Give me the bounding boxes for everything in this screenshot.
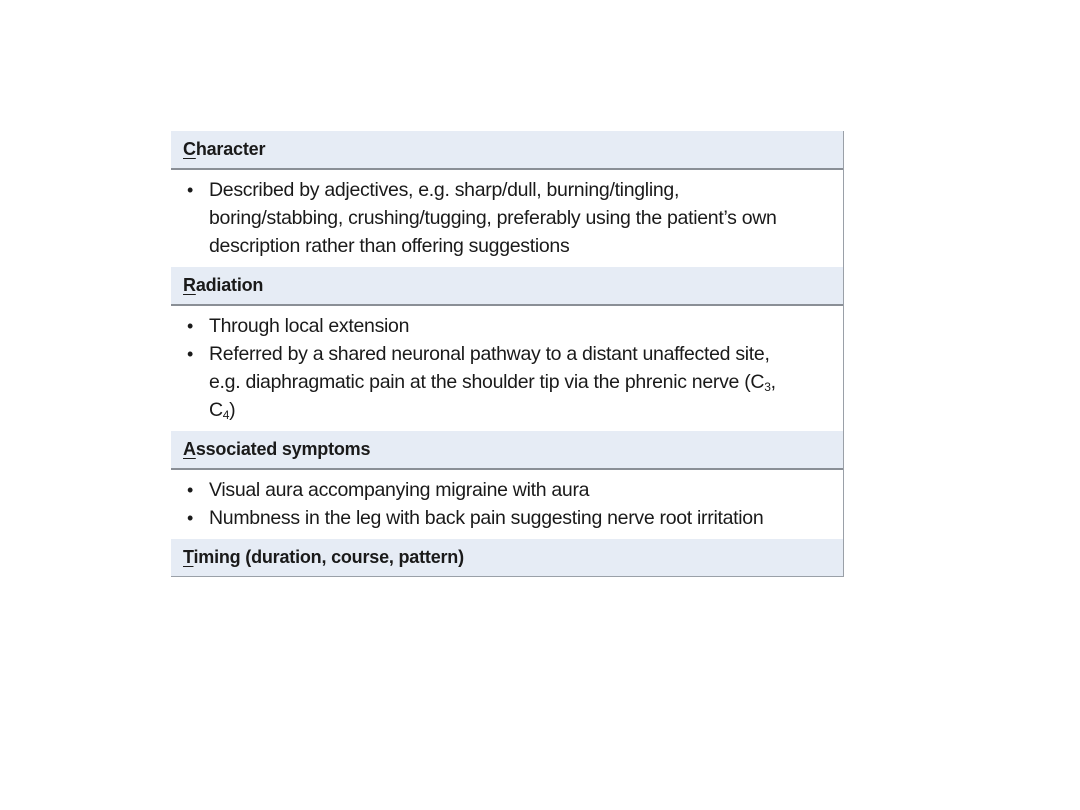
- bullet-list: [187, 476, 803, 532]
- section-heading-associated-symptoms: [171, 431, 843, 470]
- list-item-text: Numbness in the leg with back pain suggesting nerve root irritation: [209, 507, 764, 529]
- list-item: [187, 476, 803, 504]
- heading-initial: T: [183, 547, 194, 567]
- heading-rest: iming (duration, course, pattern): [193, 547, 464, 567]
- list-item-text: Referred by a shared neuronal pathway to a distant unaffected site, e.g. diaphragmatic pain at the shoulder tip via the phrenic nerve (: [209, 343, 770, 393]
- section-body-radiation: [171, 306, 843, 431]
- bullet-icon: •: [187, 480, 194, 500]
- bullet-icon: •: [187, 344, 194, 364]
- nerve-c4-subscript: 4: [222, 408, 230, 422]
- list-item: [187, 504, 803, 532]
- heading-rest: haracter: [195, 139, 266, 159]
- nerve-c3: C: [750, 371, 765, 393]
- list-item-text: Through local extension: [209, 315, 410, 337]
- bullet-icon: •: [187, 508, 194, 528]
- section-heading-radiation: [171, 267, 843, 306]
- section-body-associated-symptoms: [171, 470, 843, 539]
- section-heading-timing: [171, 539, 843, 576]
- nerve-separator: ,: [770, 371, 776, 393]
- symptom-table: [171, 131, 844, 577]
- list-item-text: Visual aura accompanying migraine with aura: [209, 479, 590, 501]
- bullet-icon: •: [187, 180, 194, 200]
- list-item: [187, 312, 803, 340]
- bullet-list: [187, 176, 803, 260]
- heading-initial: C: [183, 139, 196, 159]
- nerve-close: ): [229, 399, 236, 421]
- section-body-character: [171, 170, 843, 267]
- nerve-c3-subscript: 3: [764, 380, 771, 394]
- bullet-list: [187, 312, 803, 424]
- nerve-c4: C: [209, 399, 223, 421]
- heading-initial: R: [183, 275, 196, 295]
- list-item-text: Described by adjectives, e.g. sharp/dull, burning/tingling, boring/stabbing, crushing/tugging, preferably using the patient’s own description rather than offering suggestions: [209, 179, 777, 257]
- list-item: [187, 176, 803, 260]
- heading-initial: A: [183, 439, 196, 459]
- bullet-icon: •: [187, 316, 194, 336]
- heading-rest: adiation: [195, 275, 264, 295]
- heading-rest: ssociated symptoms: [195, 439, 371, 459]
- list-item: [187, 340, 803, 424]
- section-heading-character: [171, 131, 843, 170]
